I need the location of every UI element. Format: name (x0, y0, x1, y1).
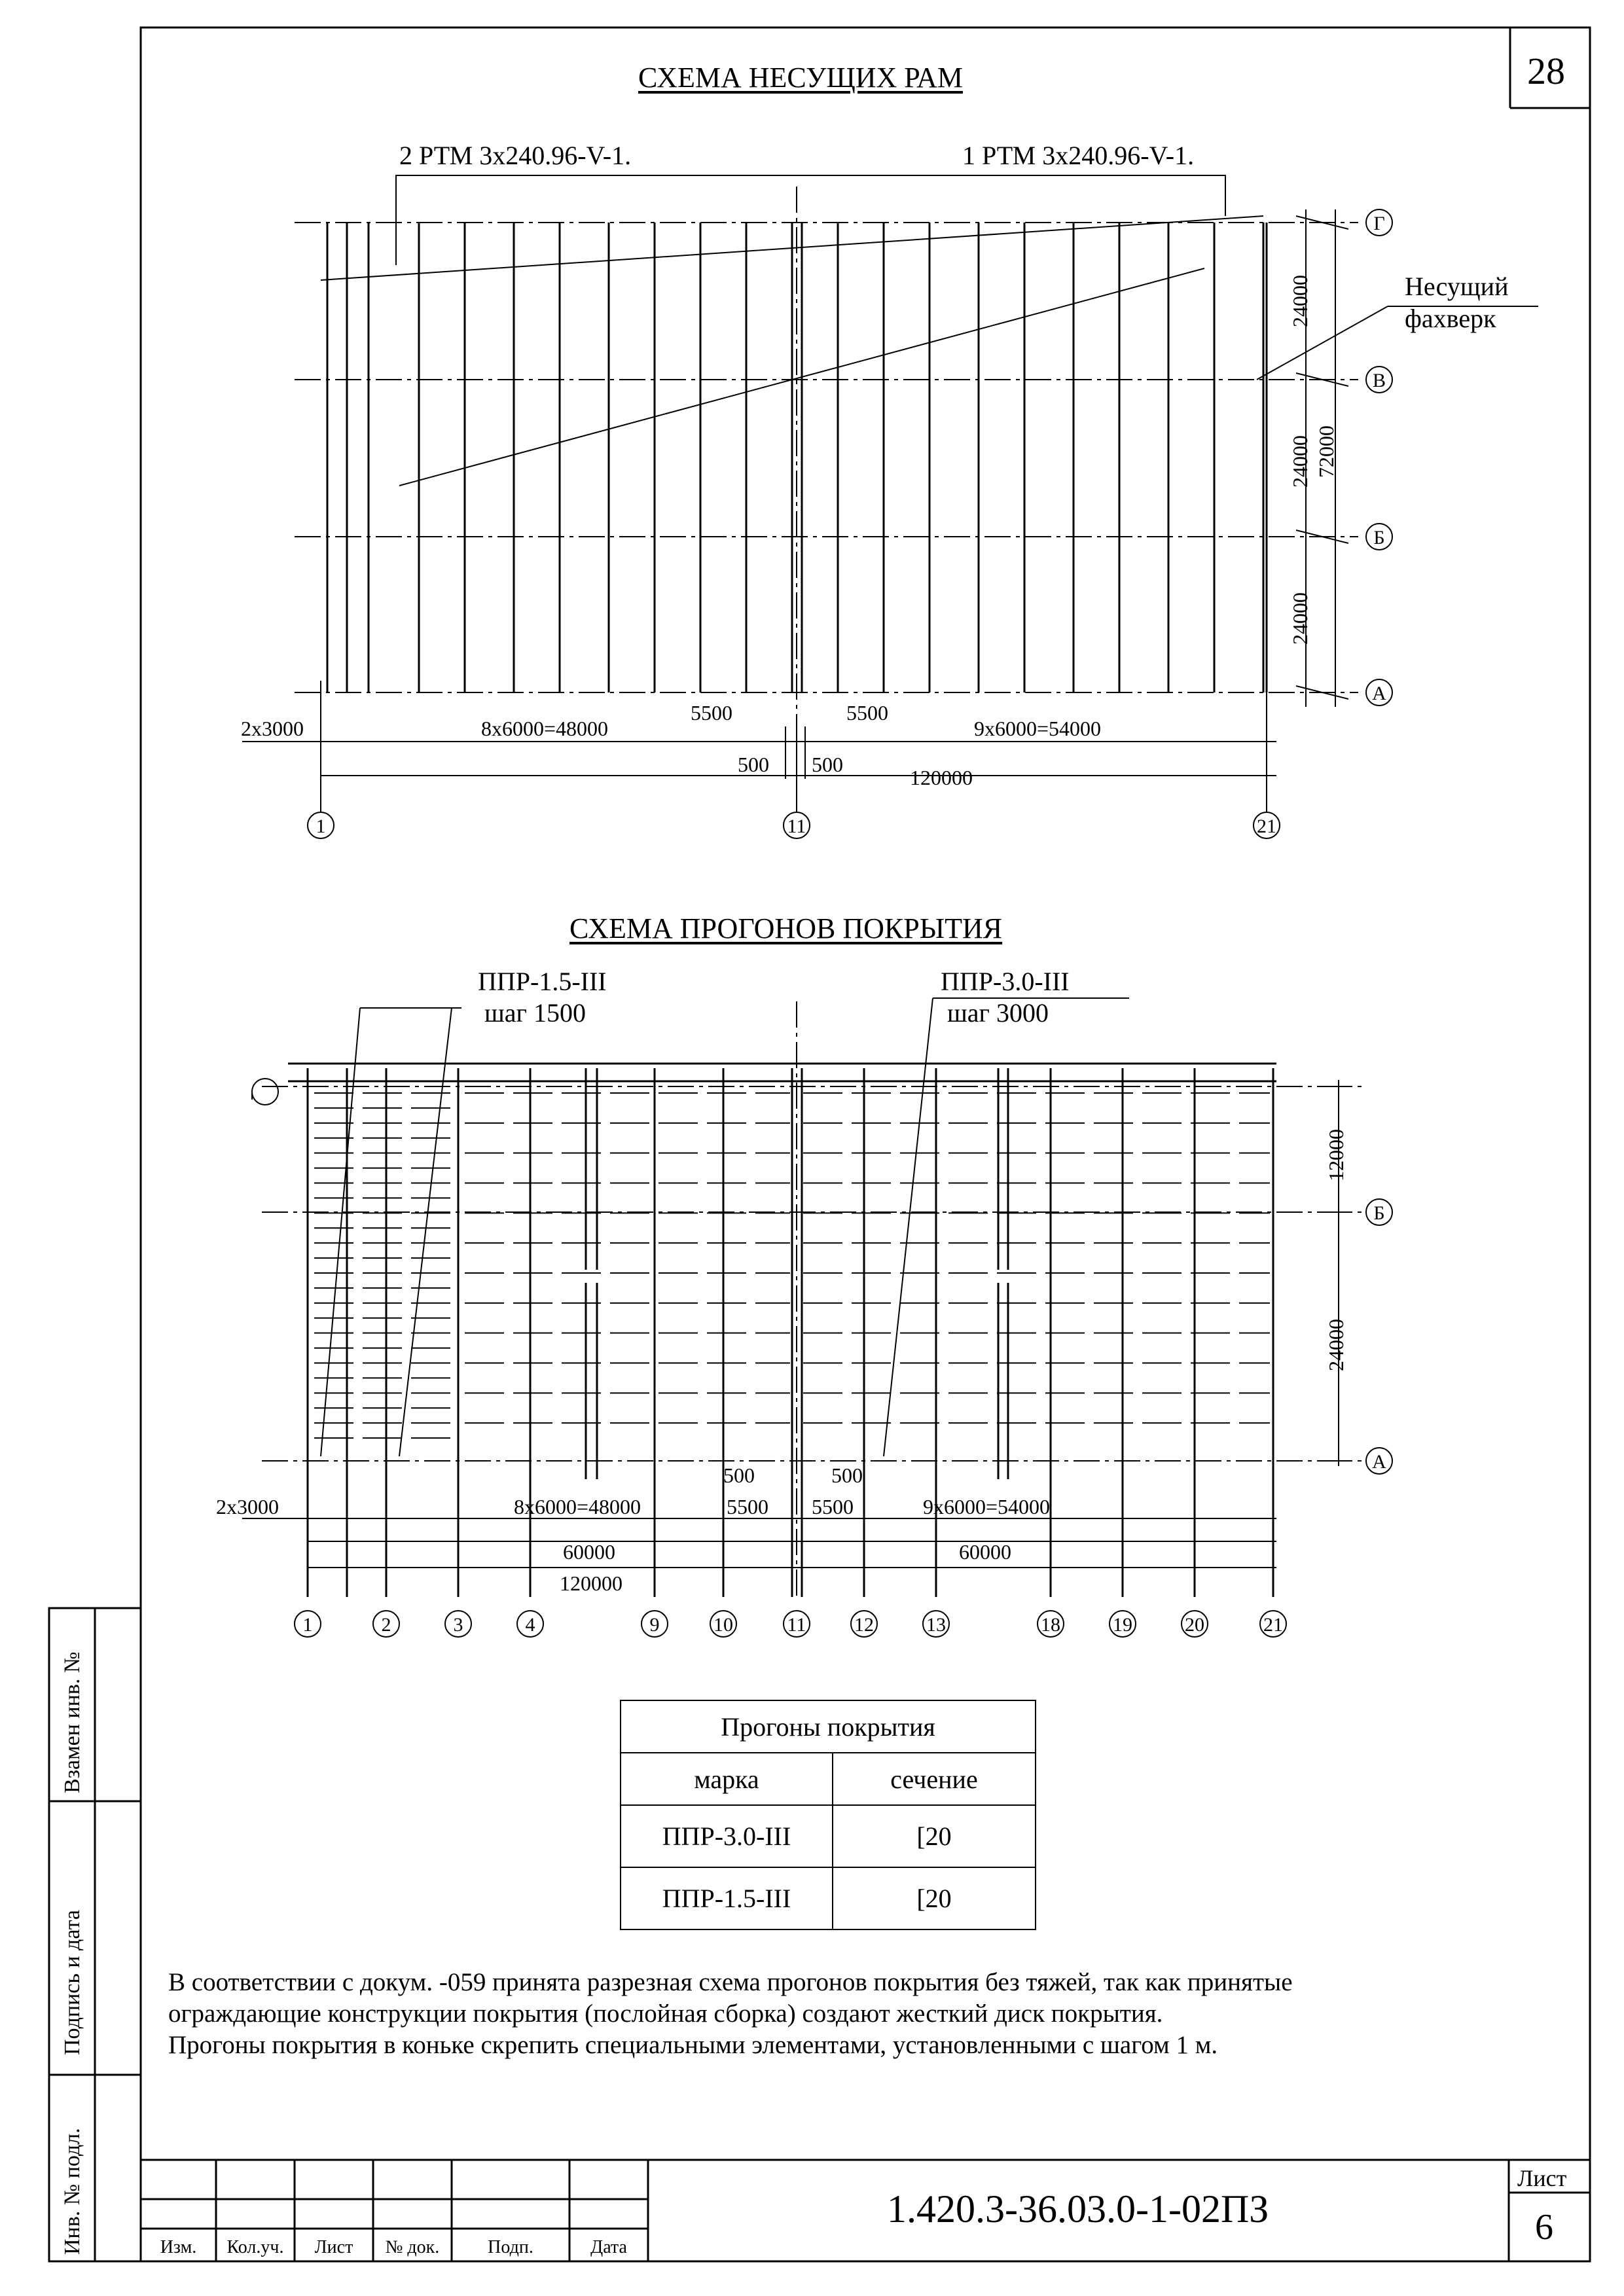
tb-izm: Изм. (160, 2237, 197, 2257)
purlins-title: СХЕМА ПРОГОНОВ ПОКРЫТИЯ (569, 912, 1003, 944)
table-header-section: сечение (833, 1753, 1036, 1805)
sheet-number: 6 (1535, 2207, 1553, 2248)
purlin-col-axis: 19 (1109, 1610, 1136, 1638)
purlin-mark-a: ППР-1.5-III (478, 967, 607, 996)
tb-ndoc: № док. (385, 2237, 440, 2257)
dim-5500-r: 5500 (846, 701, 888, 725)
note-line: Прогоны покрытия в коньке скрепить специальными элементами, установленными с шагом 1 м. (168, 2031, 1218, 2059)
frame-mark-2: 2 РТМ 3х240.96-V-1. (399, 141, 632, 170)
dim-5500-l: 5500 (691, 701, 732, 725)
row-mark: ППР-1.5-III (621, 1867, 833, 1929)
row-axis-v: В (1365, 366, 1393, 393)
col-axis-1: 1 (307, 812, 334, 839)
purlin-dim-v1: 12000 (1324, 1129, 1348, 1181)
row-axis-b: Б (1365, 523, 1393, 550)
purlin-dim-5500-r: 5500 (812, 1495, 854, 1518)
dim-500-r: 500 (812, 753, 843, 776)
stamp-inventory: Инв. № подл. (60, 2128, 84, 2255)
dim-total: 120000 (910, 766, 973, 789)
note-line: В соответствии с докум. -059 принята разрезная схема прогонов покрытия без тяжей, так как принятые (168, 1968, 1293, 1996)
purlin-dim-v2: 24000 (1324, 1319, 1348, 1371)
purlin-step-b: шаг 3000 (947, 998, 1049, 1028)
purlin-col-axis: 2 (372, 1610, 400, 1638)
purlin-col-axis: 10 (710, 1610, 737, 1638)
purlin-col-axis: 12 (850, 1610, 878, 1638)
purlin-table (620, 1700, 1036, 1930)
purlin-dim-60000-r: 60000 (959, 1540, 1011, 1564)
tb-podp: Подп. (488, 2237, 533, 2257)
purlin-row-axis-b: Б (1365, 1198, 1393, 1226)
row-axis-g: Г (1365, 209, 1393, 236)
table-header-mark: марка (621, 1753, 833, 1805)
purlin-dim-500-r: 500 (831, 1463, 863, 1487)
tb-data: Дата (590, 2237, 627, 2257)
purlin-col-axis: 21 (1259, 1610, 1287, 1638)
purlin-dim-5500-l: 5500 (727, 1495, 768, 1518)
purlin-col-axis: 18 (1037, 1610, 1064, 1638)
col-axis-21: 21 (1253, 812, 1280, 839)
purlin-row-axis-a: А (1365, 1447, 1393, 1475)
row-section: [20 (833, 1867, 1036, 1929)
table-caption: Прогоны покрытия (621, 1700, 1036, 1753)
purlin-col-axis: 3 (444, 1610, 472, 1638)
purlin-col-axis: 9 (641, 1610, 668, 1638)
purlins-plan (242, 998, 1362, 1597)
stamp-signature: Подпись и дата (60, 1910, 84, 2055)
purlin-dim-60000-l: 60000 (563, 1540, 615, 1564)
dim-left: 8х6000=48000 (481, 717, 609, 740)
notes (168, 1967, 1293, 2061)
purlin-dim-left: 8х6000=48000 (514, 1495, 641, 1518)
frames-plan (242, 175, 1538, 812)
dim-500-l: 500 (738, 753, 769, 776)
stamp-replacement: Взамен инв. № (60, 1651, 84, 1793)
purlin-col-axis: 1 (294, 1610, 321, 1638)
table-row (621, 1805, 1036, 1867)
purlin-dim-right: 9х6000=54000 (923, 1495, 1051, 1518)
purlin-mark-b: ППР-3.0-III (941, 967, 1070, 996)
purlin-step-a: шаг 1500 (484, 998, 586, 1028)
dim-2x3000: 2х3000 (241, 717, 304, 740)
purlin-dim-total: 120000 (560, 1571, 623, 1595)
dim-vtotal: 72000 (1314, 425, 1338, 478)
purlin-dim-2x3000: 2х3000 (216, 1495, 279, 1518)
dim-right: 9х6000=54000 (974, 717, 1102, 740)
purlin-col-axis: 20 (1181, 1610, 1208, 1638)
facade-label-1: Несущий (1405, 272, 1509, 301)
dim-v3: 24000 (1288, 592, 1312, 645)
purlin-col-axis: 13 (922, 1610, 950, 1638)
dim-v1: 24000 (1288, 275, 1312, 327)
row-mark: ППР-3.0-III (621, 1805, 833, 1867)
page-number: 28 (1527, 50, 1565, 92)
sheet-label: Лист (1517, 2165, 1567, 2191)
note-line: ограждающие конструкции покрытия (послойная сборка) создают жесткий диск покрытия. (168, 2000, 1163, 2028)
doc-code: 1.420.3-36.03.0-1-02ПЗ (887, 2187, 1269, 2231)
row-section: [20 (833, 1805, 1036, 1867)
table-row (621, 1867, 1036, 1929)
frame-mark-1: 1 РТМ 3х240.96-V-1. (962, 141, 1195, 170)
tb-list: Лист (314, 2237, 353, 2257)
dim-v2: 24000 (1288, 435, 1312, 488)
row-axis-a: А (1365, 679, 1393, 706)
purlin-col-axis: 11 (783, 1610, 810, 1638)
purlin-col-axis: 4 (516, 1610, 544, 1638)
purlin-dim-500-l: 500 (723, 1463, 755, 1487)
tb-kolych: Кол.уч. (226, 2237, 284, 2257)
frames-title: СХЕМА НЕСУЩИХ РАМ (638, 62, 964, 94)
col-axis-11: 11 (783, 812, 810, 839)
facade-label-2: фахверк (1405, 304, 1496, 333)
